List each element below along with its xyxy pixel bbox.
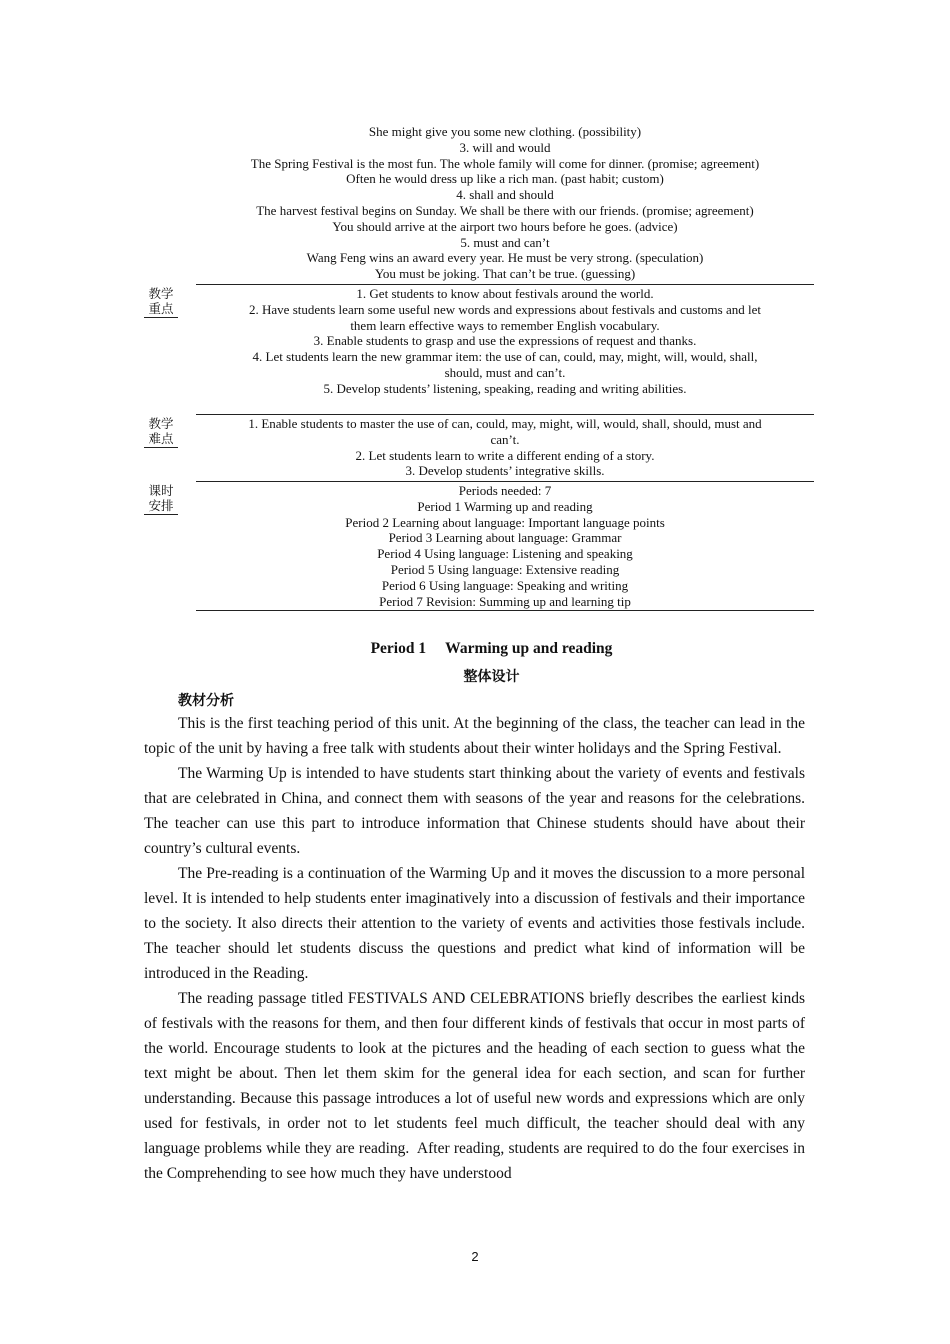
label-line: 安排 <box>148 498 174 513</box>
label-line: 教学 <box>148 286 174 301</box>
paragraph: The Warming Up is intended to have students start thinking about the variety of events and festivals that are celebrated in China, and connect them with seasons of the year and reasons for the celebrations. The teacher can use this part to introduce information that Chinese students should have about their country’s cultural events. <box>144 765 805 857</box>
text-line: Period 6 Using language: Speaking and writing <box>381 577 629 593</box>
section-title: 教材分析 <box>178 693 234 709</box>
text-line: Wang Feng wins an award every year. He must be very strong. (speculation) <box>306 250 704 266</box>
difficult-points-label <box>144 416 178 448</box>
design-title: 整体设计 <box>463 669 520 685</box>
difficult-points-content <box>196 415 814 479</box>
text-line: 4. shall and should <box>456 187 554 203</box>
key-points-label <box>144 286 178 318</box>
text-line: can’t. <box>490 431 520 447</box>
text-line: Periods needed: 7 <box>458 483 552 498</box>
label-line: 重点 <box>148 301 174 316</box>
text-line: Often he would dress up like a rich man. (past habit; custom) <box>346 171 664 187</box>
text-line: 2. Have students learn some useful new words and expressions about festivals and customs and let <box>249 301 761 317</box>
text-line: You should arrive at the airport two hours before he goes. (advice) <box>332 218 678 234</box>
paragraph: The reading passage titled FESTIVALS AND CELEBRATIONS briefly describes the earliest kinds of festivals with the reasons for them, and then four different kinds of festivals that occur in most parts of the world. Encourage students to look at the pictures and the heading of each section to guess what the text might be about. Then let them skim for the general idea for each section, and scan for further understanding. Because this passage introduces a lot of useful new words and expressions which are only used for festivals, in order not to let students feel much difficult, the teacher should deal with any language problems while they are reading. After reading, students are required to do the four exercises in the Comprehending to see how much they have understood <box>144 990 805 1182</box>
key-points-content <box>196 285 814 397</box>
label-line: 难点 <box>148 431 174 446</box>
difficult-points-row <box>144 414 814 479</box>
text-line: Period 3 Learning about language: Grammar <box>388 530 622 546</box>
table-bottom-rule <box>196 610 814 611</box>
text-line: The harvest festival begins on Sunday. We shall be there with our friends. (promise; agreement) <box>256 202 754 218</box>
schedule-label <box>144 483 178 515</box>
schedule-row <box>144 481 814 611</box>
body-text <box>144 711 805 1186</box>
paragraph: This is the first teaching period of this unit. At the beginning of the class, the teacher can lead in the topic of the unit by having a free talk with students about their winter holidays and the Spring Festival. <box>144 715 805 757</box>
text-line: Period 5 Using language: Extensive reading <box>390 561 620 577</box>
text-line: 3. will and would <box>459 139 551 155</box>
text-line: 1. Get students to know about festivals around the world. <box>356 286 654 301</box>
label-line: 教学 <box>148 416 174 431</box>
text-line: The Spring Festival is the most fun. The whole family will come for dinner. (promise; agreement) <box>250 155 760 171</box>
key-points-row <box>144 284 814 397</box>
page-number: 2 <box>471 1249 479 1264</box>
schedule-content <box>196 482 814 609</box>
text-line: should, must and can’t. <box>444 364 566 380</box>
text-line: 4. Let students learn the new grammar item: the use of can, could, may, might, will, would, shall, <box>252 349 758 365</box>
text-line: 3. Develop students’ integrative skills. <box>405 463 605 479</box>
text-line: 5. Develop students’ listening, speaking, reading and writing abilities. <box>323 380 687 396</box>
period-title: Period 1 Warming up and reading <box>370 640 613 657</box>
text-line: Period 4 Using language: Listening and speaking <box>377 546 633 562</box>
text-line: She might give you some new clothing. (possibility) <box>368 124 642 139</box>
text-line: them learn effective ways to remember English vocabulary. <box>350 317 660 333</box>
text-line: 1. Enable students to master the use of can, could, may, might, will, would, shall, should, must and <box>248 416 762 431</box>
paragraph: The Pre-reading is a continuation of the Warming Up and it moves the discussion to a more personal level. It is intended to help students enter imaginatively into a discussion of festivals and their importance to the society. It also directs their attention to the variety of events and activities those festivals include. The teacher should let students discuss the questions and predict what kind of information will be introduced in the Reading. <box>144 865 805 982</box>
grammar-examples-block <box>144 124 814 282</box>
text-line: 2. Let students learn to write a different ending of a story. <box>355 447 655 463</box>
text-line: You must be joking. That can’t be true. (guessing) <box>374 266 636 282</box>
text-line: Period 2 Learning about language: Important language points <box>345 514 665 530</box>
label-line: 课时 <box>148 483 174 498</box>
text-line: Period 1 Warming up and reading <box>417 498 593 514</box>
grammar-examples <box>196 124 814 282</box>
text-line: 3. Enable students to grasp and use the expressions of request and thanks. <box>313 333 697 349</box>
text-line: Period 7 Revision: Summing up and learning tip <box>379 593 631 609</box>
text-line: 5. must and can’t <box>460 234 550 250</box>
